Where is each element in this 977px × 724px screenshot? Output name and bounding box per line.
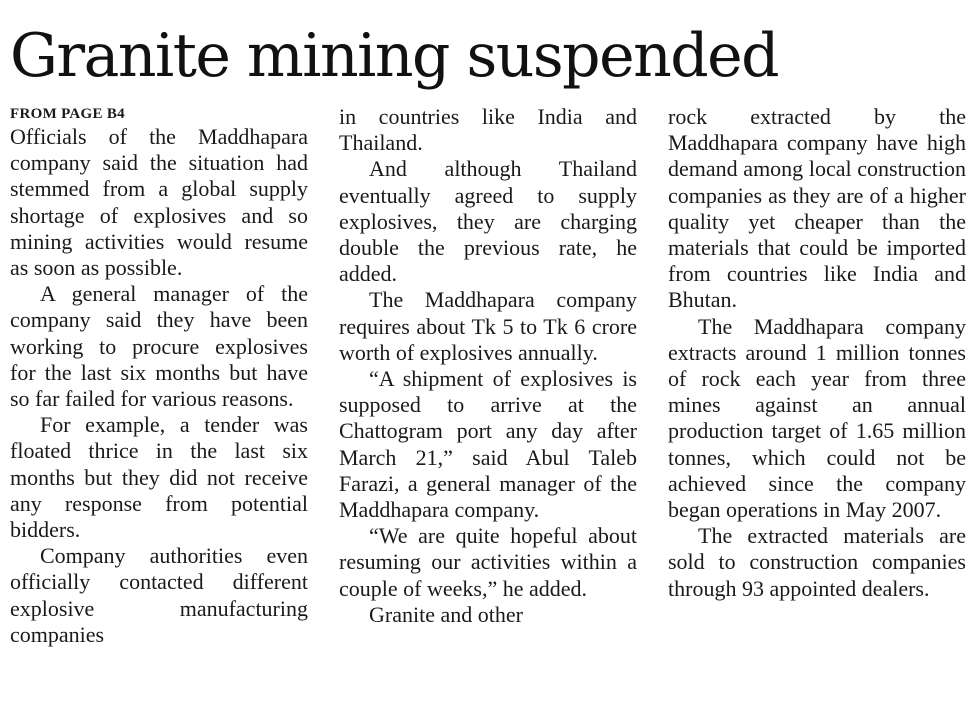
paragraph: “A shipment of explosives is supposed to arrive at the Chattogram port any day after March 21,” said Abul Taleb Farazi, a general manager of the Maddhapara company. [339,366,637,523]
headline: Granite mining suspended [10,21,779,91]
paragraph: Granite and other [369,601,523,627]
paragraph: A general manager of the company said they have been working to procure explosives for the last six months but have so far failed for various reasons. [10,281,308,412]
article-column-1 [10,104,308,648]
article-column-3 [668,104,966,602]
paragraph: Company authorities even officially contacted different explosive manufacturing companies [10,543,308,647]
paragraph: rock extracted by the Maddhapara company have high demand among local construction companies as they are of a higher quality yet cheaper than the materials that could be imported from countries like India and Bhutan. [668,104,966,313]
paragraph: For example, a tender was floated thrice in the last six months but they did not receive any response from potential bidders. [10,412,308,543]
article-column-2 [339,104,637,628]
paragraph: Officials of the Maddhapara company said the situation had stemmed from a global supply shortage of explosives and so mining activities would resume as soon as possible. [10,124,308,281]
paragraph: The Maddhapara company requires about Tk 5 to Tk 6 crore worth of explosives annually. [339,287,637,365]
paragraph: The Maddhapara company extracts around 1 million tonnes of rock each year from three mines against an annual production target of 1.65 million tonnes, which could not be achieved since the company began operations in May 2007. [668,313,966,523]
paragraph: “We are quite hopeful about resuming our activities within a couple of weeks,” he added. [339,523,637,601]
paragraph: And although Thailand eventually agreed to supply explosives, they are charging double the previous rate, he added. [339,156,637,287]
paragraph: The extracted materials are sold to construction companies through 93 appointed dealers. [668,523,966,601]
jump-line: FROM PAGE B4 [10,106,125,122]
paragraph: in countries like India and Thailand. [339,104,637,156]
